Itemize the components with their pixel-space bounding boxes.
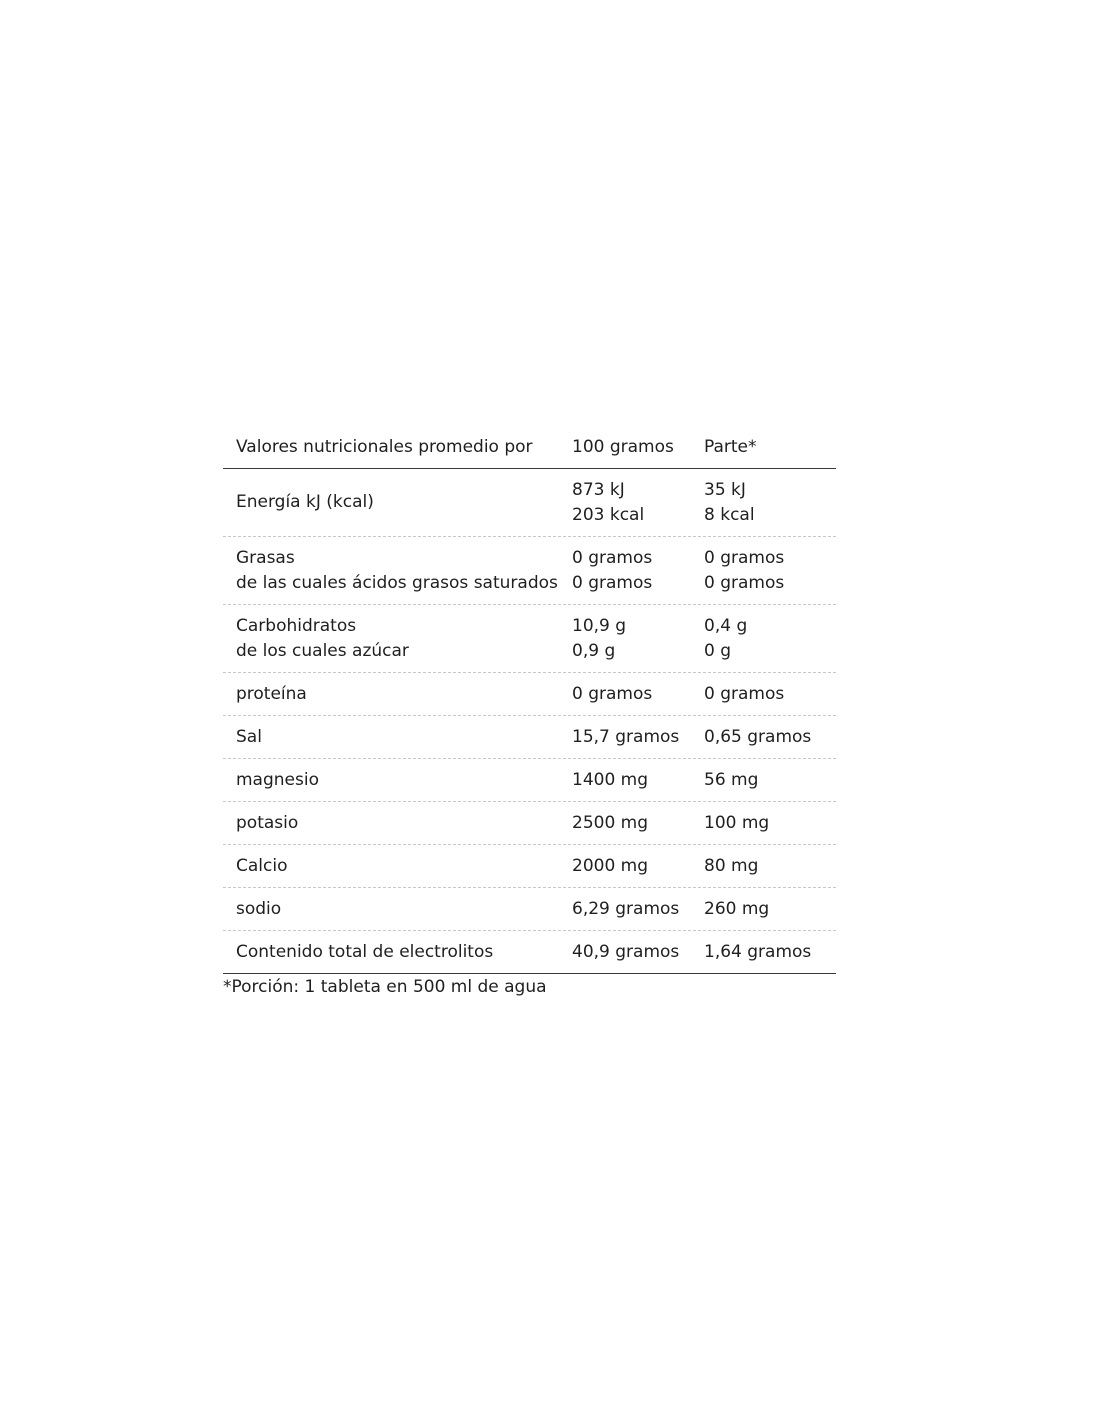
value-line: 0,9 g <box>572 640 616 661</box>
row-portion: 0 gramos <box>704 684 785 704</box>
value-line: 0 g <box>704 640 732 661</box>
row-label-line: de las cuales ácidos grasos saturados <box>236 572 558 593</box>
row-label <box>223 490 572 515</box>
row-label: Calcio <box>236 856 288 876</box>
value-line: 35 kJ <box>704 479 746 500</box>
table-row-sodium <box>223 888 836 931</box>
row-per100 <box>572 478 704 528</box>
row-label: proteína <box>236 684 307 704</box>
row-label: potasio <box>236 813 299 833</box>
row-label-line: Carbohidratos <box>236 615 357 636</box>
header-nutrient: Valores nutricionales promedio por <box>236 437 533 457</box>
value-line: 0 gramos <box>704 572 785 593</box>
row-per100: 40,9 gramos <box>572 942 680 962</box>
row-per100: 2500 mg <box>572 813 649 833</box>
row-per100: 2000 mg <box>572 856 649 876</box>
row-portion: 56 mg <box>704 770 759 790</box>
table-row-carbohydrates <box>223 605 836 673</box>
row-per100: 1400 mg <box>572 770 649 790</box>
row-portion: 260 mg <box>704 899 770 919</box>
value-line: 8 kcal <box>704 504 755 525</box>
footnote: *Porción: 1 tableta en 500 ml de agua <box>223 977 547 997</box>
row-per100: 0 gramos <box>572 684 653 704</box>
nutrition-table <box>223 426 836 998</box>
table-row-calcium <box>223 845 836 888</box>
row-portion <box>704 614 836 664</box>
row-per100: 6,29 gramos <box>572 899 680 919</box>
row-label <box>223 546 572 596</box>
table-row-salt <box>223 716 836 759</box>
row-portion: 100 mg <box>704 813 770 833</box>
row-label: Contenido total de electrolitos <box>236 942 494 962</box>
table-row-fats <box>223 537 836 605</box>
row-per100 <box>572 546 704 596</box>
table-header <box>223 426 836 469</box>
row-label: magnesio <box>236 770 319 790</box>
value-line: 0 gramos <box>572 572 653 593</box>
table-row-total-electrolytes <box>223 931 836 974</box>
table-row-potassium <box>223 802 836 845</box>
row-portion <box>704 546 836 596</box>
value-line: 0,4 g <box>704 615 748 636</box>
header-portion: Parte* <box>704 437 757 457</box>
table-row-energy <box>223 469 836 537</box>
table-row-protein <box>223 673 836 716</box>
row-per100 <box>572 614 704 664</box>
value-line: 873 kJ <box>572 479 625 500</box>
row-label-line: Grasas <box>236 547 295 568</box>
row-label-line: Energía kJ (kcal) <box>236 492 374 512</box>
value-line: 0 gramos <box>572 547 653 568</box>
header-per-100g: 100 gramos <box>572 437 674 457</box>
row-portion: 1,64 gramos <box>704 942 812 962</box>
row-label-line: de los cuales azúcar <box>236 640 409 661</box>
row-portion: 80 mg <box>704 856 759 876</box>
value-line: 10,9 g <box>572 615 627 636</box>
value-line: 0 gramos <box>704 547 785 568</box>
row-per100: 15,7 gramos <box>572 727 680 747</box>
row-portion: 0,65 gramos <box>704 727 812 747</box>
row-label: Sal <box>236 727 262 747</box>
value-line: 203 kcal <box>572 504 645 525</box>
row-portion <box>704 478 836 528</box>
row-label <box>223 614 572 664</box>
row-label: sodio <box>236 899 282 919</box>
table-row-magnesium <box>223 759 836 802</box>
